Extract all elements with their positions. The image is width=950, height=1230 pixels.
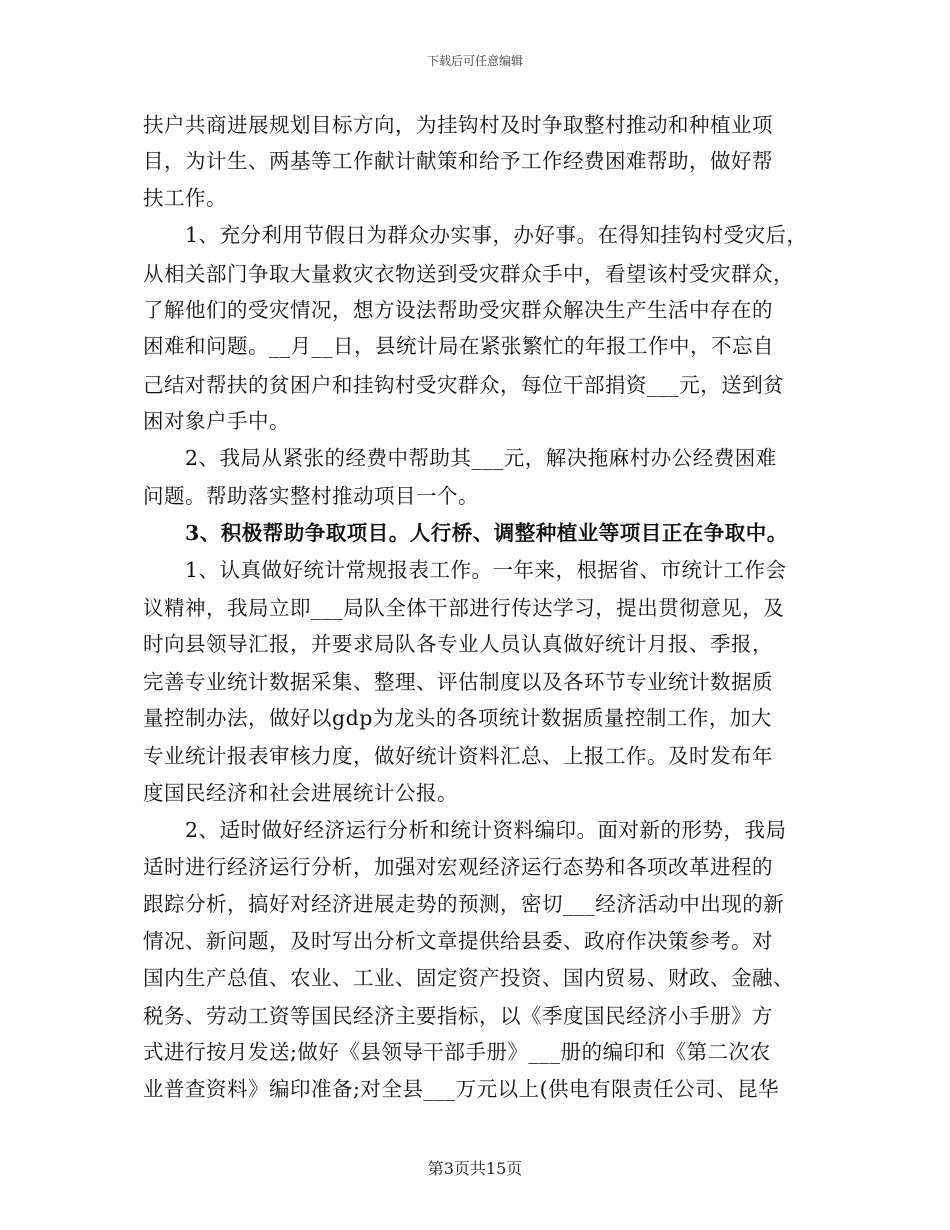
body-line: 情况、新问题，及时写出分析文章提供给县委、政府作决策参考。对 <box>143 929 773 953</box>
body-line: 了解他们的受灾情况，想方设法帮助受灾群众解决生产生活中存在的 <box>143 298 773 322</box>
page-header: 下载后可任意编辑 <box>426 54 523 68</box>
body-line: 扶户共商进展规划目标方向，为挂钩村及时争取整村推动和种植业项 <box>143 113 773 137</box>
body-line: 己结对帮扶的贫困户和挂钩村受灾群众，每位干部捐资___元，送到贫 <box>143 373 785 397</box>
body-line: 税务、劳动工资等国民经济主要指标，以《季度国民经济小手册》方 <box>143 1004 773 1028</box>
body-line: 完善专业统计数据采集、整理、评估制度以及各环节专业统计数据质 <box>143 670 773 694</box>
body-line: 2、我局从紧张的经费中帮助其___元，解决拖麻村办公经费困难 <box>143 446 777 470</box>
body-line: 度国民经济和社会进展统计公报。 <box>143 781 458 805</box>
body-line: 1、认真做好统计常规报表工作。一年来，根据省、市统计工作会 <box>143 558 787 582</box>
body-line: 业普查资料》编印准备;对全县___万元以上(供电有限责任公司、昆华 <box>143 1077 780 1101</box>
body-line: 扶工作。 <box>143 186 227 210</box>
body-line: 适时进行经济运行分析，加强对宏观经济运行态势和各项改革进程的 <box>143 855 773 879</box>
page-footer: 第3页共15页 <box>427 1159 523 1178</box>
body-line: 量控制办法，做好以gdp为龙头的各项统计数据质量控制工作，加大 <box>143 706 772 730</box>
body-line: 困对象户手中。 <box>143 409 290 433</box>
body-line: 议精神，我局立即___局队全体干部进行传达学习，提出贯彻意见，及 <box>143 596 785 620</box>
body-line-bold: 3、积极帮助争取项目。人行桥、调整种植业等项目正在争取中。 <box>143 521 788 545</box>
body-line: 问题。帮助落实整村推动项目一个。 <box>143 484 479 508</box>
body-line: 国内生产总值、农业、工业、固定资产投资、国内贸易、财政、金融、 <box>143 966 794 990</box>
body-line: 专业统计报表审核力度，做好统计资料汇总、上报工作。及时发布年 <box>143 744 773 768</box>
body-line: 式进行按月发送;做好《县领导干部手册》___册的编印和《第二次农 <box>143 1040 771 1064</box>
body-line: 目，为计生、两基等工作献计献策和给予工作经费困难帮助，做好帮 <box>143 149 773 173</box>
body-line: 2、适时做好经济运行分析和统计资料编印。面对新的形势，我局 <box>143 818 787 842</box>
body-line: 困难和问题。__月__日，县统计局在紧张繁忙的年报工作中，不忘自 <box>143 334 774 358</box>
body-line: 时向县领导汇报，并要求局队各专业人员认真做好统计月报、季报， <box>143 632 773 656</box>
body-line: 跟踪分析，搞好对经济进展走势的预测，密切___经济活动中出现的新 <box>143 892 785 916</box>
body-line: 1、充分利用节假日为群众办实事，办好事。在得知挂钩村受灾后， <box>143 223 808 247</box>
body-line: 从相关部门争取大量救灾衣物送到受灾群众手中，看望该村受灾群众， <box>143 262 794 286</box>
